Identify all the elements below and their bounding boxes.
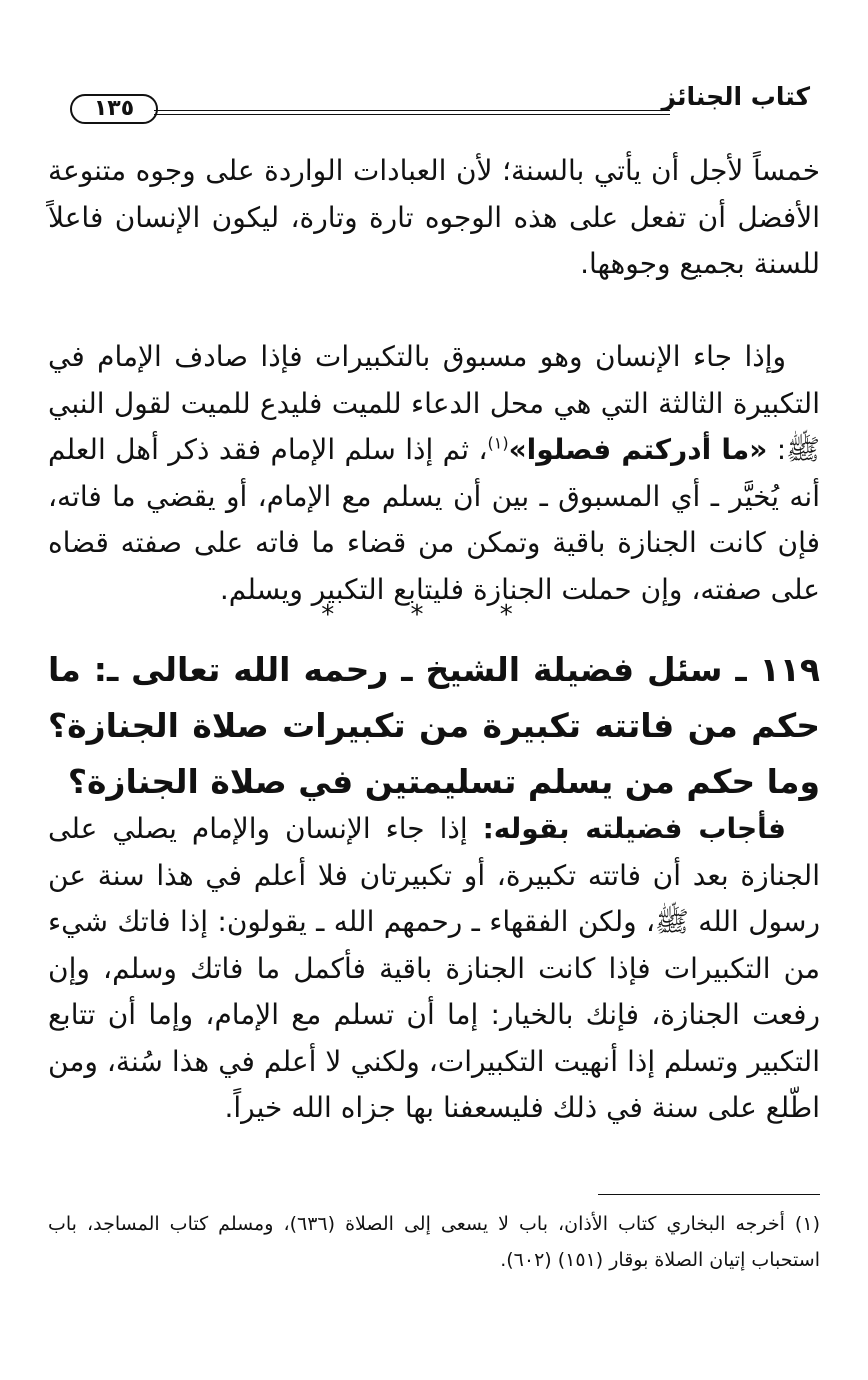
page-header [70, 82, 810, 126]
paragraph-2-before: وإذا جاء الإنسان وهو مسبوق بالتكبيرات فإذا صادف الإمام في التكبيرة الثالثة التي هي محل الدعاء للميت فليدع للميت لقول النبي ﷺ: [48, 340, 820, 466]
hadith-quote: «ما أدركتم فصلوا» [508, 433, 768, 466]
page-number: ١٣٥ [70, 94, 158, 124]
paragraph-2-after: ، ثم إذا سلم الإمام فقد ذكر أهل العلم أنه يُخيَّر ـ أي المسبوق ـ بين أن يسلم مع الإمام، أو يقضي ما فاته، فإن كانت الجنازة باقية وتمكن من قضاء ما فاته على صفته قضاه على صفته، وإن حملت الجنازة فليتابع التكبير ويسلم. [48, 433, 820, 606]
footnote-ref: (١) [487, 433, 509, 453]
footnote: (١) أخرجه البخاري كتاب الأذان، باب لا يسعى إلى الصلاة (٦٣٦)، ومسلم كتاب المساجد، باب استحباب إتيان الصلاة بوقار (١٥١) (٦٠٢). [48, 1213, 820, 1271]
header-rule [154, 110, 670, 115]
answer-lead: فأجاب فضيلته بقوله: [482, 812, 786, 845]
question-heading: ١١٩ ـ سئل فضيلة الشيخ ـ رحمه الله تعالى ـ: ما حكم من فاتته تكبيرة من تكبيرات صلاة الجنازة؟ وما حكم من يسلم تسليمتين في صلاة الجنازة؟ [48, 650, 820, 801]
paragraph-1: خمساً لأجل أن يأتي بالسنة؛ لأن العبادات الواردة على وجوه متنوعة الأفضل أن تفعل على هذه الوجوه تارة وتارة، ليكون الإنسان فاعلاً للسنة بجميع وجوهها. [48, 154, 820, 280]
answer-paragraph [48, 806, 820, 1132]
footnote-rule [598, 1194, 820, 1195]
answer-text: إذا جاء الإنسان والإمام يصلي على الجنازة بعد أن فاتته تكبيرة، أو تكبيرتان فلا أعلم في هذا سنة عن رسول الله ﷺ، ولكن الفقهاء ـ رحمهم الله ـ يقولون: إذا فاتك شيء من التكبيرات فإذا كانت الجنازة باقية فأكمل ما فاتك وسلم، وإن رفعت الجنازة، فإنك بالخيار: إما أن تسلم مع الإمام، وإما أن تتابع التكبير وتسلم إذا أنهيت التكبيرات، ولكني لا أعلم في هذا سُنة، ومن اطّلع على سنة في ذلك فليسعفنا بها جزاه الله خيراً. [48, 812, 820, 1124]
section-separator: * * * [321, 600, 547, 630]
book-title: كتاب الجنائز [661, 82, 810, 111]
paragraph-2 [48, 334, 820, 613]
